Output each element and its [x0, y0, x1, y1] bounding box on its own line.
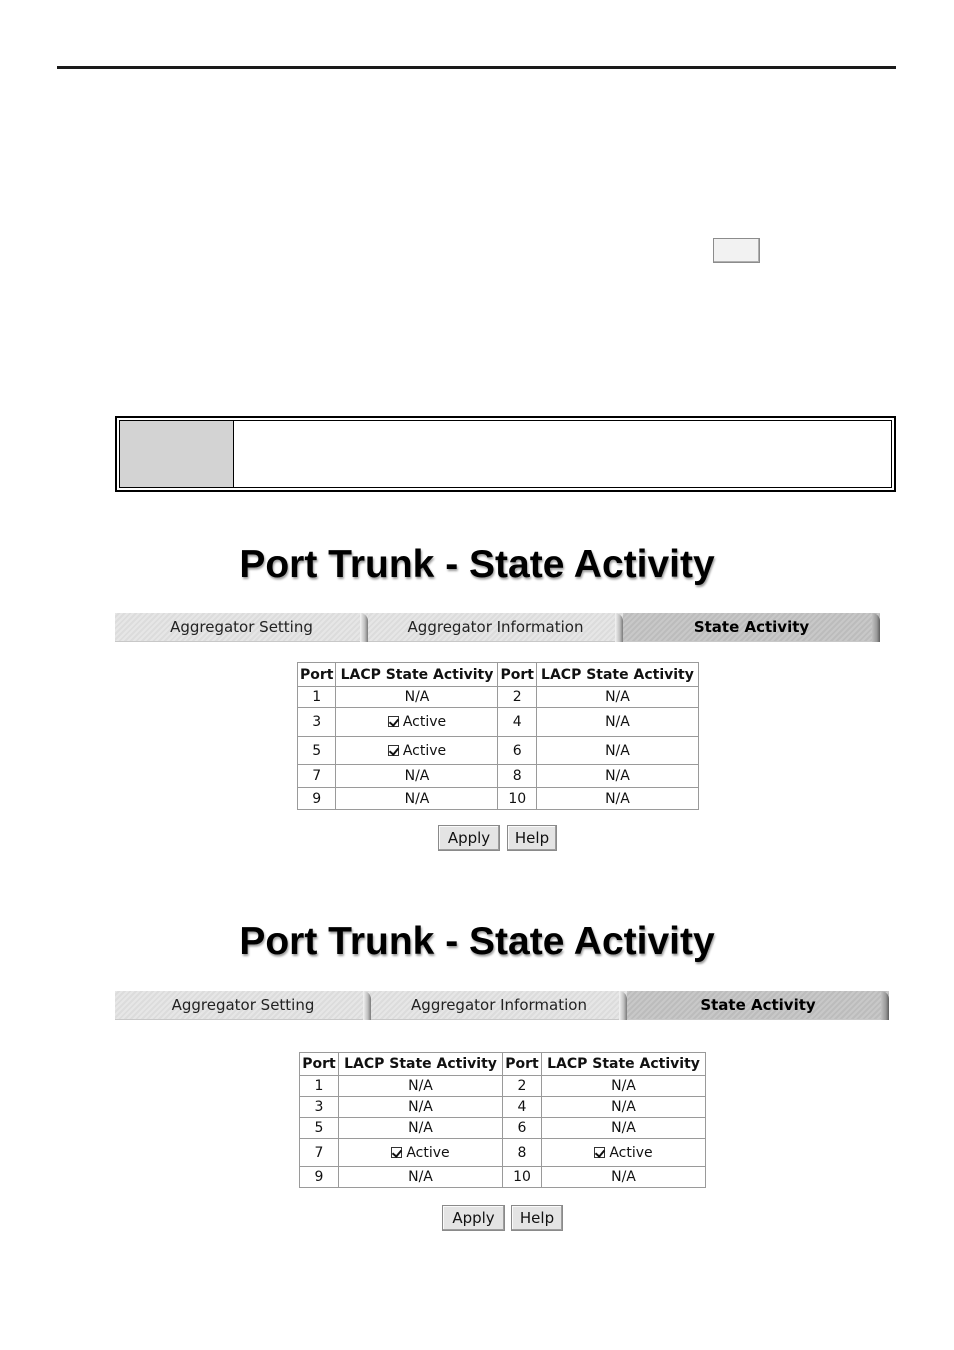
state-cell: [339, 1139, 503, 1167]
checkbox-checked[interactable]: [388, 716, 399, 727]
state-cell: N/A: [536, 708, 698, 737]
port-number: 7: [298, 765, 336, 788]
tab-label: Aggregator Information: [411, 996, 587, 1014]
apply-button[interactable]: Apply: [438, 825, 500, 851]
active-label: Active: [402, 742, 447, 759]
state-cell: [336, 708, 498, 737]
table-row: [300, 1118, 706, 1139]
port-number: 9: [298, 788, 336, 810]
state-cell: N/A: [536, 788, 698, 810]
port-number: 7: [300, 1139, 339, 1167]
state-cell: N/A: [542, 1118, 706, 1139]
state-cell: N/A: [336, 765, 498, 788]
state-cell: N/A: [336, 687, 498, 708]
tab-aggregator-setting[interactable]: [115, 613, 368, 642]
table-row: [300, 1076, 706, 1097]
port-number: 4: [498, 708, 536, 737]
port-number: 9: [300, 1167, 339, 1188]
lacp-state-table: [299, 1052, 706, 1188]
port-number: 3: [300, 1097, 339, 1118]
tab-label: State Activity: [700, 996, 816, 1014]
tab-label: State Activity: [693, 618, 810, 636]
checkbox-checked[interactable]: [391, 1147, 402, 1158]
tab-bar: [115, 991, 889, 1020]
tab-aggregator-information[interactable]: [371, 991, 627, 1020]
table-row: [298, 737, 699, 765]
port-number: 5: [300, 1118, 339, 1139]
state-cell: N/A: [536, 737, 698, 765]
lacp-state-table: [297, 662, 699, 810]
active-label: Active: [406, 1144, 450, 1161]
state-cell: N/A: [542, 1097, 706, 1118]
note-box: [115, 416, 896, 492]
state-cell: N/A: [542, 1167, 706, 1188]
checkbox-checked[interactable]: [594, 1147, 605, 1158]
note-inner: [119, 420, 892, 488]
state-cell: N/A: [536, 687, 698, 708]
port-number: 1: [298, 687, 336, 708]
tab-aggregator-setting[interactable]: [115, 991, 371, 1020]
table-row: [298, 765, 699, 788]
table-header-row: [300, 1053, 706, 1076]
help-button[interactable]: Help: [511, 1205, 563, 1231]
apply-button[interactable]: Apply: [442, 1205, 505, 1231]
port-number: 2: [498, 687, 536, 708]
state-cell: N/A: [339, 1097, 503, 1118]
port-number: 10: [503, 1167, 542, 1188]
table-row: [300, 1167, 706, 1188]
port-number: 4: [503, 1097, 542, 1118]
tab-label: Aggregator Information: [407, 618, 584, 636]
table-row: [298, 687, 699, 708]
port-number: 8: [503, 1139, 542, 1167]
top-divider: [57, 66, 896, 69]
page-title: Port Trunk - State Activity: [239, 543, 715, 586]
state-cell: N/A: [339, 1167, 503, 1188]
port-number: 5: [298, 737, 336, 765]
state-cell: N/A: [339, 1118, 503, 1139]
column-header-lacp-state: LACP State Activity: [339, 1053, 503, 1076]
tab-state-activity[interactable]: [623, 613, 880, 642]
port-number: 6: [498, 737, 536, 765]
tab-separator: [619, 991, 627, 1020]
inline-button-image: [713, 238, 760, 263]
state-cell: N/A: [542, 1076, 706, 1097]
state-cell: [336, 737, 498, 765]
active-label: Active: [402, 714, 447, 730]
port-number: 3: [298, 708, 336, 737]
state-cell: N/A: [536, 765, 698, 788]
port-number: 1: [300, 1076, 339, 1097]
tab-label: Aggregator Setting: [170, 618, 313, 636]
active-label: Active: [609, 1144, 653, 1161]
column-header-port: Port: [300, 1053, 339, 1076]
port-number: 6: [503, 1118, 542, 1139]
table-row: [298, 708, 699, 737]
table-row: [300, 1097, 706, 1118]
table-row: [300, 1139, 706, 1167]
tab-separator: [872, 613, 880, 642]
tab-separator: [363, 991, 371, 1020]
tab-separator: [881, 991, 889, 1020]
state-cell: N/A: [336, 788, 498, 810]
table-row: [298, 788, 699, 810]
tab-separator: [360, 613, 368, 642]
column-header-lacp-state: LACP State Activity: [336, 663, 498, 687]
tab-separator: [615, 613, 623, 642]
column-header-port: Port: [498, 663, 536, 687]
checkbox-checked[interactable]: [388, 745, 399, 756]
note-content-cell: [234, 421, 891, 487]
tab-label: Aggregator Setting: [171, 996, 315, 1014]
port-number: 8: [498, 765, 536, 788]
help-button[interactable]: Help: [507, 825, 557, 851]
column-header-lacp-state: LACP State Activity: [536, 663, 698, 687]
tab-state-activity[interactable]: [627, 991, 889, 1020]
page-title: Port Trunk - State Activity: [239, 920, 715, 963]
tab-bar: [115, 613, 880, 642]
port-number: 2: [503, 1076, 542, 1097]
column-header-lacp-state: LACP State Activity: [542, 1053, 706, 1076]
state-cell: N/A: [339, 1076, 503, 1097]
table-header-row: [298, 663, 699, 687]
note-label-cell: [120, 421, 234, 487]
column-header-port: Port: [503, 1053, 542, 1076]
state-cell: [542, 1139, 706, 1167]
port-number: 10: [498, 788, 536, 810]
tab-aggregator-information[interactable]: [368, 613, 623, 642]
column-header-port: Port: [298, 663, 336, 687]
